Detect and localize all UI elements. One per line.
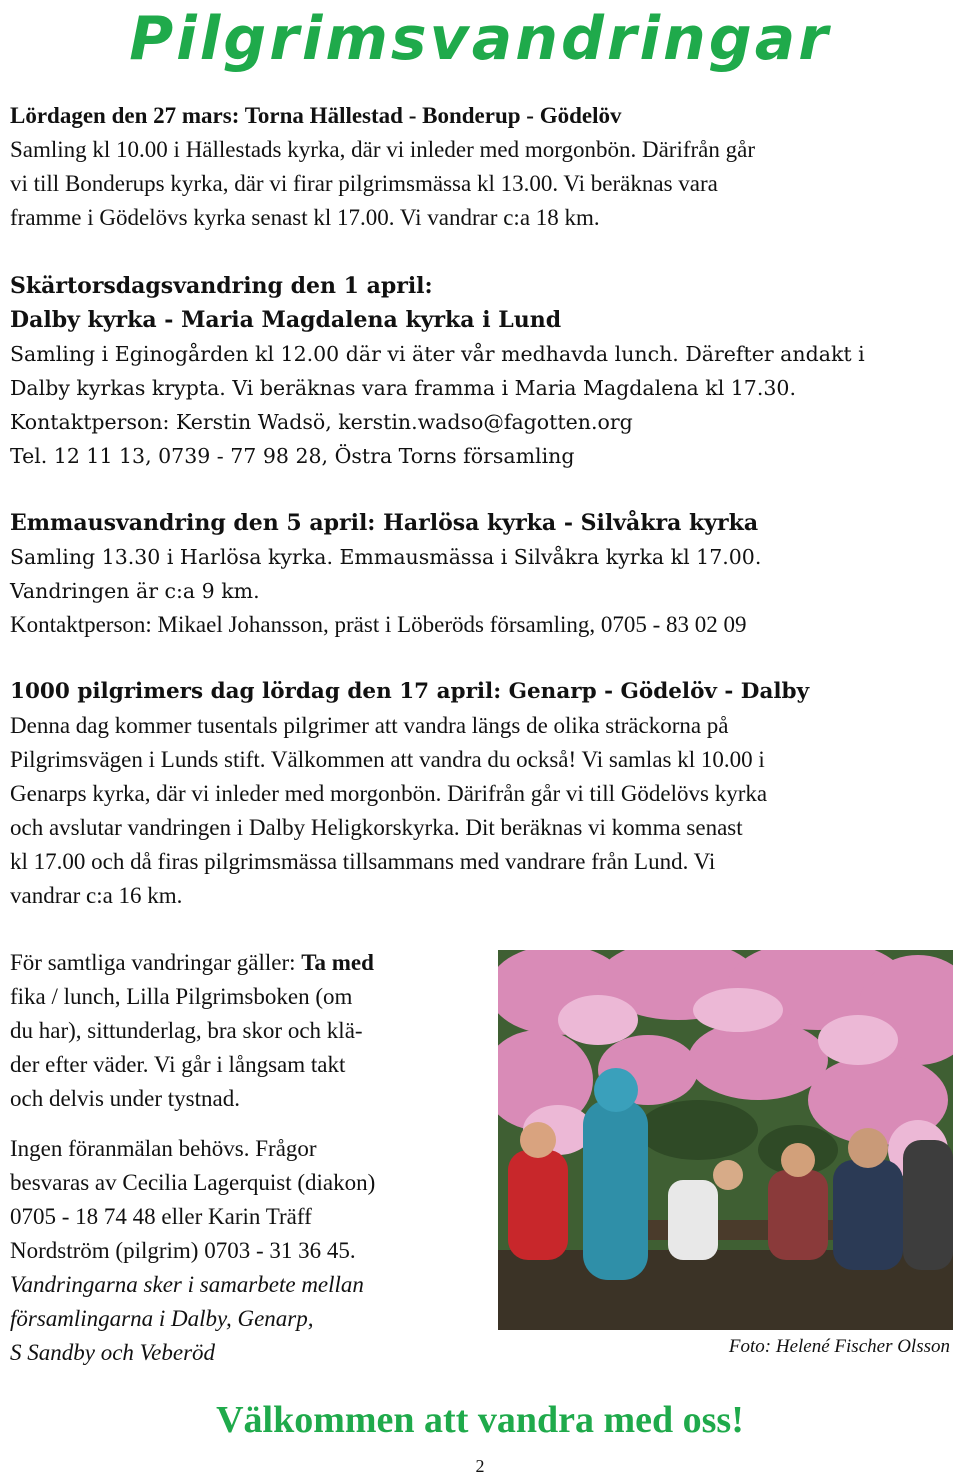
photo-caption: Foto: Helené Fischer Olsson bbox=[728, 1336, 950, 1357]
spacer bbox=[10, 1116, 480, 1132]
text-line: Denna dag kommer tusentals pilgrimer att vandra längs de olika sträckorna på bbox=[10, 713, 729, 738]
text-line: Pilgrimsvägen i Lunds stift. Välkommen att vandra du också! Vi samlas kl 10.00 i bbox=[10, 747, 765, 772]
pilgrims-photo bbox=[498, 950, 953, 1330]
text-line: Samling 13.30 i Harlösa kyrka. Emmausmässa i Silvåkra kyrka kl 17.00. bbox=[10, 545, 762, 569]
section-heading: Emmausvandring den 5 april: Harlösa kyrka - Silvåkra kyrka bbox=[10, 510, 759, 536]
italic-line: S Sandby och Veberöd bbox=[10, 1340, 216, 1365]
text-line: fika / lunch, Lilla Pilgrimsboken (om bbox=[10, 984, 353, 1009]
text-line: Samling kl 10.00 i Hällestads kyrka, där vi inleder med morgonbön. Därifrån går bbox=[10, 137, 755, 162]
photo-illustration bbox=[498, 950, 953, 1330]
text-line: kl 17.00 och då firas pilgrimsmässa tillsammans med vandrare från Lund. Vi bbox=[10, 849, 716, 874]
text-line: Samling i Eginogården kl 12.00 där vi äter vår medhavda lunch. Därefter andakt i bbox=[10, 342, 865, 366]
text-line: Dalby kyrkas krypta. Vi beräknas vara framma i Maria Magdalena kl 17.30. bbox=[10, 376, 796, 400]
text-line: Ingen föranmälan behövs. Frågor bbox=[10, 1136, 317, 1161]
section-heading: Skärtorsdagsvandring den 1 april: bbox=[10, 273, 433, 299]
section-emmaus bbox=[10, 506, 950, 642]
info-intro bbox=[10, 946, 480, 980]
page-number: 2 bbox=[475, 1456, 485, 1476]
text-line: besvaras av Cecilia Lagerquist (diakon) bbox=[10, 1170, 376, 1195]
contact-line: Kontaktperson: Kerstin Wadsö, kerstin.wadso@fagotten.org bbox=[10, 410, 633, 434]
text-line: framme i Gödelövs kyrka senast kl 17.00. Vi vandrar c:a 18 km. bbox=[10, 205, 600, 230]
text-line: Vandringen är c:a 9 km. bbox=[10, 579, 260, 603]
section-heading: Lördagen den 27 mars: Torna Hällestad - Bonderup - Gödelöv bbox=[10, 103, 622, 128]
info-intro-bold: Ta med bbox=[301, 950, 374, 975]
text-line: och avslutar vandringen i Dalby Heligkorskyrka. Dit beräknas vi komma senast bbox=[10, 815, 743, 840]
section-heading: 1000 pilgrimers dag lördag den 17 april: Genarp - Gödelöv - Dalby bbox=[10, 679, 810, 704]
text-line: Genarps kyrka, där vi inleder med morgonbön. Därifrån går vi till Gödelövs kyrka bbox=[10, 781, 768, 806]
section-torna-hallestad bbox=[10, 99, 950, 235]
italic-line: församlingarna i Dalby, Genarp, bbox=[10, 1306, 314, 1331]
text-line: vandrar c:a 16 km. bbox=[10, 883, 183, 908]
text-line: 0705 - 18 74 48 eller Karin Träff bbox=[10, 1204, 312, 1229]
section-1000-pilgrimer bbox=[10, 675, 950, 913]
section-skartorsdag bbox=[10, 269, 950, 473]
italic-line: Vandringarna sker i samarbete mellan bbox=[10, 1272, 364, 1297]
info-box bbox=[10, 946, 480, 1370]
info-intro-text: För samtliga vandringar gäller: bbox=[10, 950, 302, 975]
text-line: der efter väder. Vi går i långsam takt bbox=[10, 1052, 346, 1077]
text-line: du har), sittunderlag, bra skor och klä- bbox=[10, 1018, 363, 1043]
text-line: vi till Bonderups kyrka, där vi firar pilgrimsmässa kl 13.00. Vi beräknas vara bbox=[10, 171, 718, 196]
text-line: Nordström (pilgrim) 0703 - 31 36 45. bbox=[10, 1238, 356, 1263]
page-title: Pilgrimsvandringar bbox=[129, 4, 831, 74]
welcome-text: Välkommen att vandra med oss! bbox=[216, 1399, 744, 1441]
contact-line: Kontaktperson: Mikael Johansson, präst i Löberöds församling, 0705 - 83 02 09 bbox=[10, 612, 747, 637]
text-line: och delvis under tystnad. bbox=[10, 1086, 240, 1111]
section-subheading: Dalby kyrka - Maria Magdalena kyrka i Lund bbox=[10, 307, 562, 333]
phone-line: Tel. 12 11 13, 0739 - 77 98 28, Östra Torns församling bbox=[10, 444, 575, 468]
